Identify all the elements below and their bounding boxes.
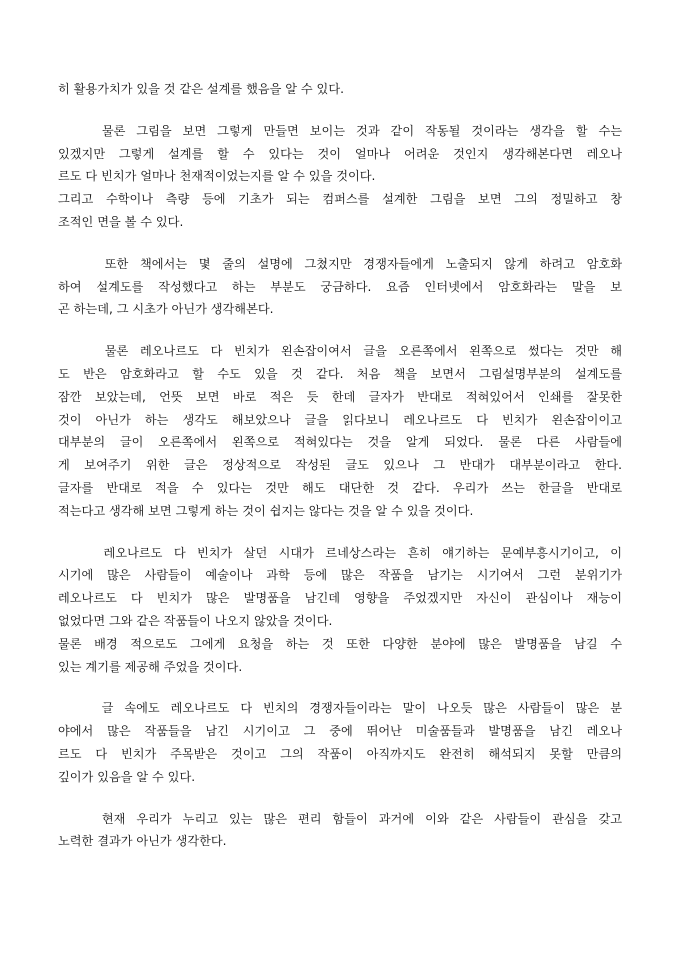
text-line: 히 활용가치가 있을 것 같은 설계를 했음을 알 수 있다. bbox=[58, 82, 344, 96]
paragraph-conclusion bbox=[58, 808, 622, 854]
text-line: 물론 그림을 보면 그렇게 만들면 보이는 것과 같이 작동될 것이라는 생각을 할 수는 bbox=[58, 123, 622, 138]
text-line: 야에서 많은 작품들을 남긴 시기이고 그 중에 뛰어난 미술품들과 발명품을 남긴 레오나 bbox=[58, 724, 622, 739]
text-line: 시기에 많은 사람들이 예술이나 과학 등에 많은 작품을 남기는 시기여서 그런 분위기가 bbox=[58, 568, 622, 583]
text-line: 적는다고 생각해 보면 그렇게 하는 것이 쉽지는 않다는 것을 알 수 있을 것이다. bbox=[58, 503, 474, 518]
text-line: 현재 우리가 누리고 있는 많은 편리 함들이 과거에 이와 같은 사람들이 관심을 갖고 bbox=[58, 811, 622, 826]
text-line: 게 보여주기 위한 글은 정상적으로 작성된 글도 있으나 그 반대가 대부분이라고 한다. bbox=[58, 458, 622, 473]
text-line: 것이 아닌가 하는 생각도 해보았으나 글을 읽다보니 레오나르도 다 빈치가 왼손잡이이고 bbox=[58, 412, 622, 427]
text-line: 노력한 결과가 아닌가 생각한다. bbox=[58, 834, 227, 849]
text-line: 있는 계기를 제공해 주었을 것이다. bbox=[58, 659, 243, 674]
text-line: 곤 하는데, 그 시초가 아닌가 생각해본다. bbox=[58, 302, 274, 317]
text-line: 또한 책에서는 몇 줄의 설명에 그쳤지만 경쟁자들에게 노출되지 않게 하려고 암호화 bbox=[58, 256, 622, 271]
text-line: 글 속에도 레오나르도 다 빈치의 경쟁자들이라는 말이 나오듯 많은 사람들이 많은 분 bbox=[58, 701, 622, 716]
paragraph-competitors bbox=[58, 697, 622, 788]
text-line: 르도 다 빈치가 얼마나 천재적이었는지를 알 수 있을 것이다. bbox=[58, 169, 376, 184]
text-line: 있겠지만 그렇게 설계를 할 수 있다는 것이 얼마나 어려운 것인지 생각해본다면 레오나 bbox=[58, 146, 622, 161]
text-line: 물론 레오나르도 다 빈치가 왼손잡이여서 글을 오른쪽에서 왼쪽으로 썼다는 것만 해 bbox=[58, 344, 622, 359]
text-line: 깊이가 있음을 알 수 있다. bbox=[58, 769, 196, 784]
paragraph-renaissance bbox=[58, 542, 622, 679]
text-line: 레오나르도 다 빈치가 많은 발명품을 남긴데 영향을 주었겠지만 자신이 관심이나 재능이 bbox=[58, 591, 622, 606]
text-line: 잠깐 보았는데, 언뜻 보면 바로 적은 듯 한데 글자가 반대로 적혀있어서 인쇄를 잘못한 bbox=[58, 389, 622, 404]
text-line: 하여 설계도를 작성했다고 하는 부분도 궁금하다. 요즘 인터넷에서 암호화라는 말을 보 bbox=[58, 279, 622, 294]
text-line: 조적인 면을 볼 수 있다. bbox=[58, 214, 184, 229]
text-line: 르도 다 빈치가 주목받은 것이고 그의 작품이 아직까지도 완전히 해석되지 못할 만큼의 bbox=[58, 746, 622, 761]
paragraph-design-difficulty bbox=[58, 120, 622, 234]
text-line: 그리고 수학이나 측량 등에 기초가 되는 컴퍼스를 설계한 그림을 보면 그의 정밀하고 창 bbox=[58, 192, 622, 207]
paragraph-left-handed bbox=[58, 340, 622, 522]
text-line: 없었다면 그와 같은 작품들이 나오지 않았을 것이다. bbox=[58, 613, 333, 628]
paragraph-continuation bbox=[58, 78, 622, 101]
document-page bbox=[58, 78, 622, 853]
text-line: 레오나르도 다 빈치가 살던 시대가 르네상스라는 흔히 얘기하는 문예부흥시기이고, 이 bbox=[58, 545, 622, 560]
text-line: 물론 배경 적으로도 그에게 요청을 하는 것 또한 다양한 분야에 많은 발명품을 남길 수 bbox=[58, 636, 622, 651]
text-line: 도 반은 암호화라고 할 수도 있을 것 같다. 처음 책을 보면서 그림설명부분의 설계도를 bbox=[58, 366, 622, 381]
paragraph-encryption bbox=[58, 253, 622, 321]
text-line: 대부분의 글이 오른쪽에서 왼쪽으로 적혀있다는 것을 알게 되었다. 물론 다른 사람들에 bbox=[58, 435, 622, 450]
text-line: 글자를 반대로 적을 수 있다는 것만 해도 대단한 것 같다. 우리가 쓰는 한글을 반대로 bbox=[58, 480, 622, 495]
